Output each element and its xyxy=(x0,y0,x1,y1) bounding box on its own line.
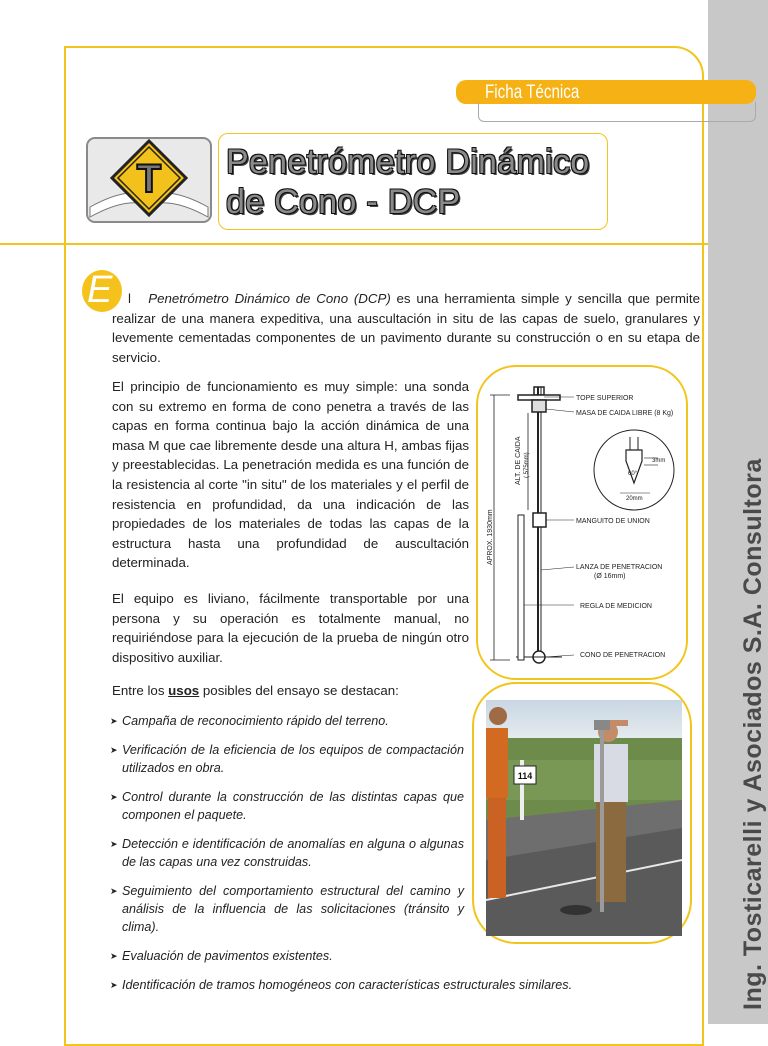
drop-cap: E xyxy=(82,270,122,312)
page-title xyxy=(226,142,589,222)
logo-letter: T xyxy=(136,157,162,201)
list-item: ➤ Control durante la construcción de las distintas capas que componen el paquete. xyxy=(112,788,464,824)
intro-italic: Penetrómetro Dinámico de Cono (DCP) xyxy=(148,291,391,306)
label-regla: REGLA DE MEDICION xyxy=(580,603,652,610)
label-dim3: 3mm xyxy=(652,458,666,464)
label-approx: APROX. 1930mm xyxy=(487,509,494,565)
company-name-vertical: Ing. Tosticarelli y Asociados S.A. Consultora xyxy=(739,458,767,1010)
road-sign-number: 114 xyxy=(517,771,533,781)
list-item: ➤ Verificación de la eficiencia de los equipos de compactación utilizados en obra. xyxy=(112,741,464,777)
uses-intro: Entre los usos posibles del ensayo se destacan: xyxy=(112,683,399,698)
equipment-paragraph: El equipo es liviano, fácilmente transportable por una persona y su operación es totalmente manual, no requiriéndose para la ejecución de la prueba de ningún otro dispositivo auxiliar. xyxy=(112,591,469,665)
label-angle: 60° xyxy=(628,471,638,477)
list-item: ➤ Evaluación de pavimentos existentes. xyxy=(112,947,464,965)
list-item: ➤ Campaña de reconocimiento rápido del terreno. xyxy=(112,712,464,730)
intro-rest: es una herramienta simple y sencilla que permite realizar de una manera expeditiva, una auscultación in situ de las capas de suelo, granulares y levemente cementadas componentes de un pavimento durante su construcción o en su etapa de servicio. xyxy=(112,291,700,365)
label-dim20: 20mm xyxy=(626,496,643,502)
ficha-tecnica-label: Ficha Técnica xyxy=(485,82,580,103)
label-lanza: LANZA DE PENETRACION xyxy=(576,564,663,571)
label-manguito: MANGUITO DE UNION xyxy=(576,518,650,525)
ficha-tecnica-box xyxy=(478,102,756,122)
label-cono: CONO DE PENETRACION xyxy=(580,652,666,659)
header-divider xyxy=(0,243,708,245)
label-masa: MASA DE CAIDA LIBRE (8 Kg) xyxy=(576,410,674,417)
title-line-1: Penetrómetro Dinámico xyxy=(226,143,590,181)
label-tope: TOPE SUPERIOR xyxy=(576,395,634,402)
label-alt: ALT. DE CAIDA xyxy=(515,436,522,485)
label-lanza2: (Ø 16mm) xyxy=(594,573,626,580)
intro-paragraph xyxy=(112,289,700,367)
label-alt2: ( 575mm) xyxy=(524,452,530,478)
field-test-photo xyxy=(486,700,682,936)
list-item: ➤ Detección e identificación de anomalías en alguna o algunas de las capas una vez construidas. xyxy=(112,835,464,871)
uses-emphasis: usos xyxy=(168,683,200,698)
list-item: ➤ Identificación de tramos homogéneos con características estructurales similares. xyxy=(112,976,622,994)
intro-lead: l xyxy=(128,291,131,306)
dcp-diagram xyxy=(480,375,685,675)
title-line-2: de Cono - DCP xyxy=(226,183,461,221)
company-logo xyxy=(86,137,212,223)
principle-paragraph: El principio de funcionamiento es muy simple: una sonda con su extremo en forma de cono penetra a través de las capas en forma continua bajo la acción dinámica de una masa M que cae libremente desde una altura H, ambas fijas y preestablecidas. La penetración medida es una función de la resistencia al corte "in situ" de los materiales y el perfil de resistencia en profundidad, da una indicación de las propiedades de los materiales de todas las capas de la estructura hasta una profundidad de auscultación determinada. xyxy=(112,379,469,571)
list-item: ➤ Seguimiento del comportamiento estructural del camino y análisis de la influencia de las solicitaciones (tránsito y clima). xyxy=(112,882,464,936)
